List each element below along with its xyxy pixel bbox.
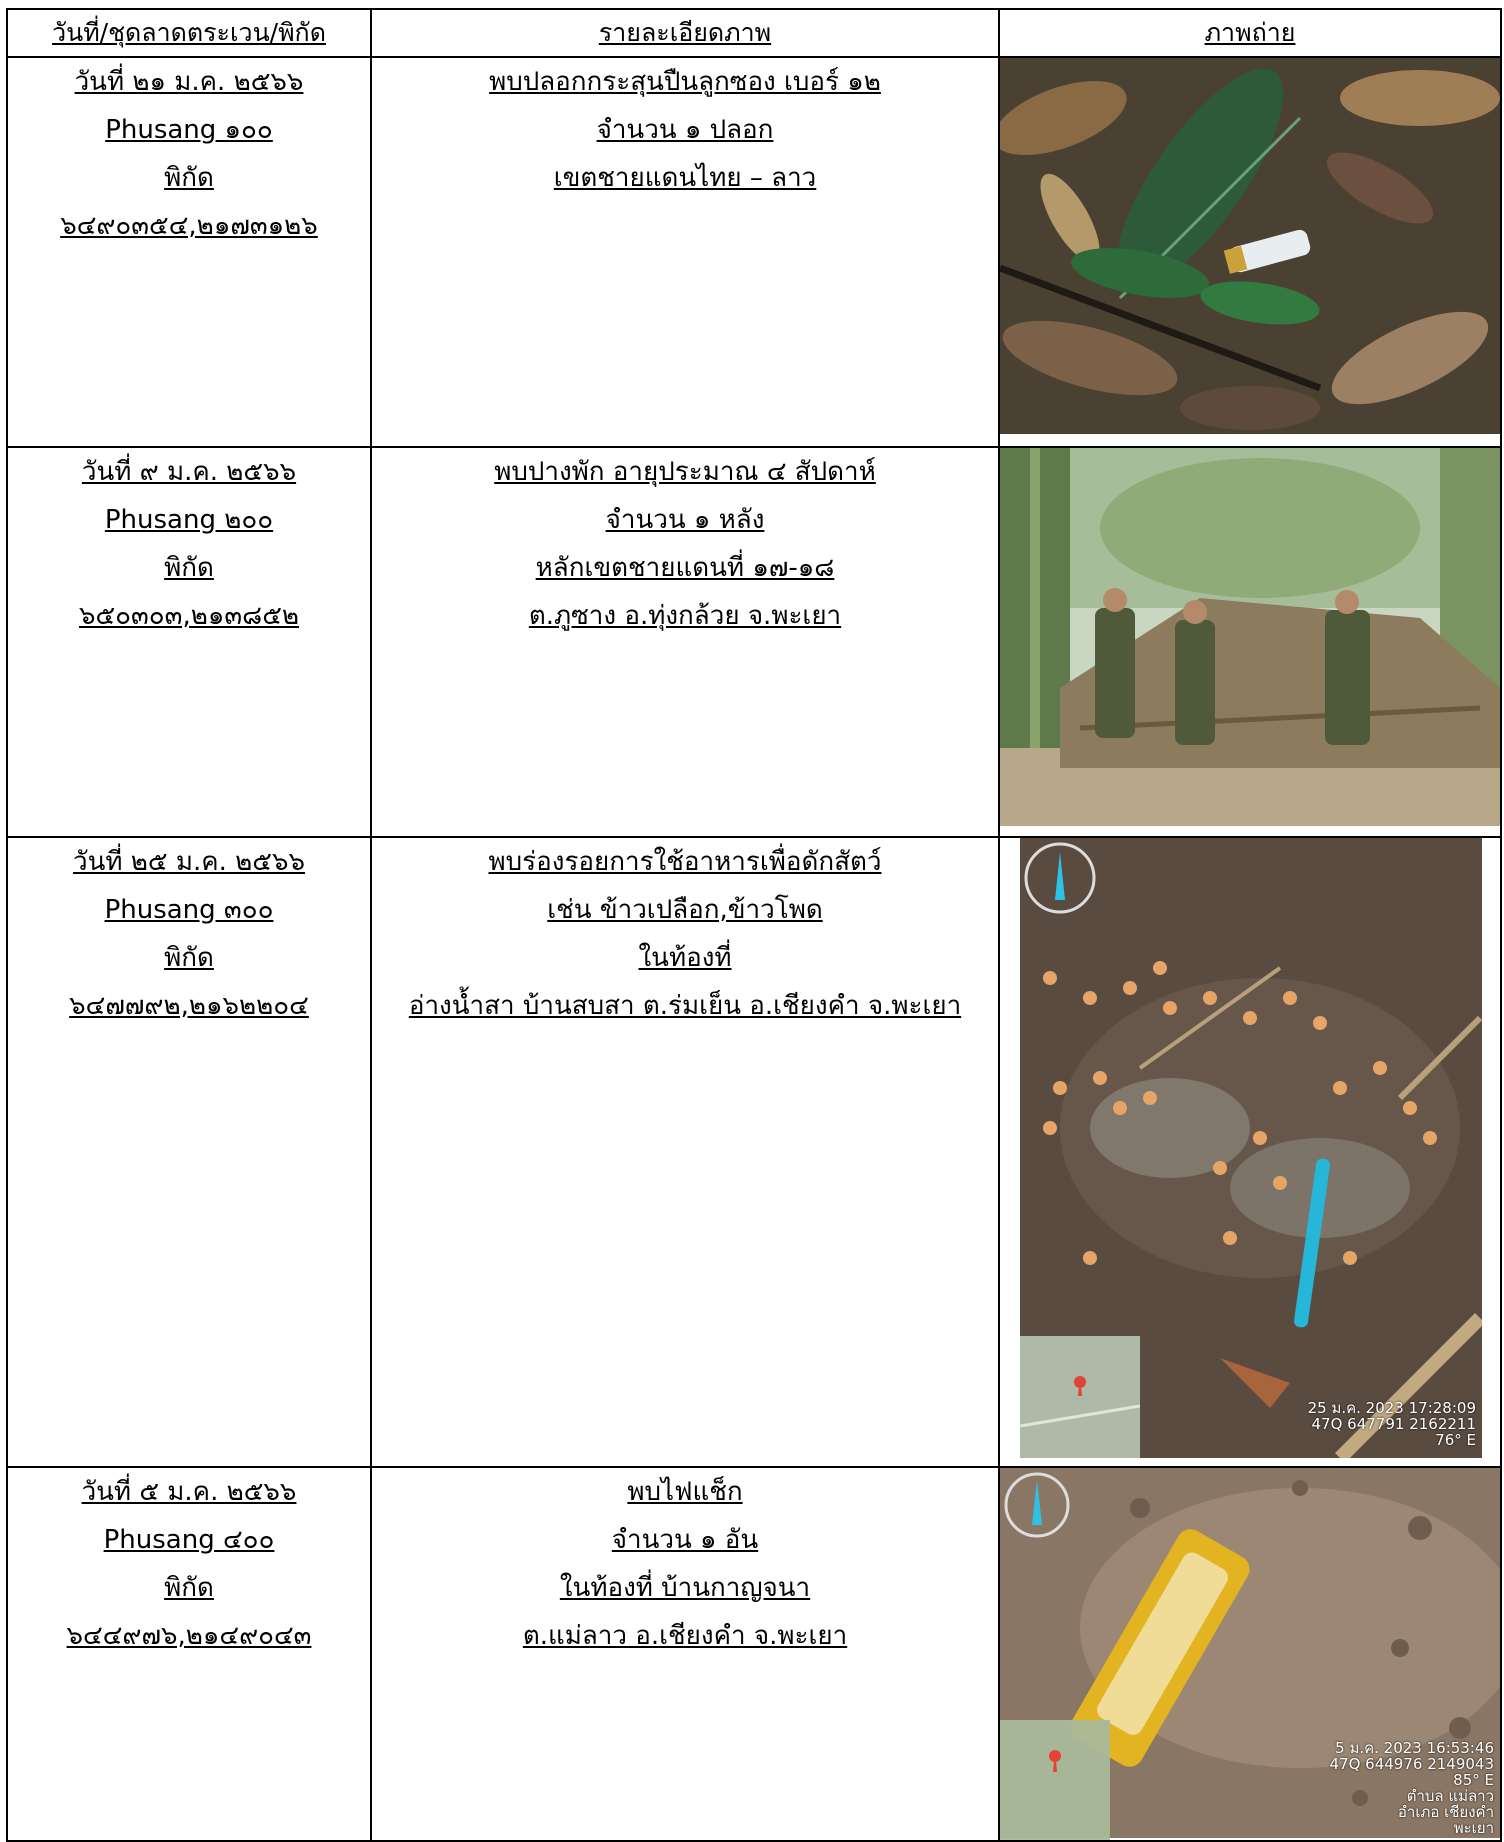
detail-line: พบร่องรอยการใช้อาหารเพื่อดักสัตว์ (488, 846, 882, 877)
detail-line: เช่น ข้าวเปลือก,ข้าวโพด (547, 894, 823, 925)
details-cell (371, 837, 999, 1468)
stamp-heading: 85° E (1453, 1771, 1494, 1789)
stamp-datetime: 5 ม.ค. 2023 16:53:46 (1335, 1739, 1494, 1757)
photo-cell (999, 1467, 1501, 1841)
stamp-datetime: 25 ม.ค. 2023 17:28:09 (1307, 1398, 1476, 1417)
detail-line: จำนวน ๑ ปลอก (596, 115, 774, 146)
detail-line: พบปางพัก อายุประมาณ ๔ สัปดาห์ (494, 456, 876, 487)
coord-label: พิกัด (164, 1573, 214, 1604)
detail-line: ต.ภูซาง อ.ทุ่งกล้วย จ.พะเยา (528, 600, 842, 631)
detail-line: หลักเขตชายแดนที่ ๑๗-๑๘ (535, 552, 835, 583)
header-row (7, 9, 1501, 57)
photo-stamp (1308, 1400, 1476, 1448)
details-cell (371, 1467, 999, 1841)
detail-line: ในท้องที่ บ้านกาญจนา (559, 1573, 811, 1604)
patrol-name: Phusang ๒๐๐ (104, 504, 274, 535)
coord-label: พิกัด (164, 942, 214, 973)
details-cell (371, 447, 999, 837)
date-cell (7, 837, 371, 1468)
detail-line: ในท้องที่ (638, 942, 732, 973)
header-details: รายละเอียดภาพ (371, 9, 999, 57)
date-cell (7, 57, 371, 447)
photo-cell (999, 447, 1501, 837)
details-cell (371, 57, 999, 447)
stamp-coord: 47Q 644976 2149043 (1329, 1755, 1494, 1773)
detail-line: พบไฟแช็ก (627, 1477, 743, 1508)
detail-line: จำนวน ๑ หลัง (605, 504, 765, 535)
compass-icon (1002, 1470, 1072, 1540)
coord-label: พิกัด (164, 552, 214, 583)
date-text: วันที่ ๒๕ ม.ค. ๒๕๖๖ (72, 846, 305, 877)
patrol-report-table (6, 8, 1502, 1842)
patrol-name: Phusang ๑๐๐ (105, 115, 273, 146)
patrol-name: Phusang ๔๐๐ (103, 1525, 275, 1556)
detail-line: อ่างน้ำสา บ้านสบสา ต.ร่มเย็น อ.เชียงคำ จ.พะเยา (408, 990, 962, 1021)
date-text: วันที่ ๙ ม.ค. ๒๕๖๖ (81, 456, 297, 487)
header-date: วันที่/ชุดลาดตระเวน/พิกัด (7, 9, 371, 57)
coord-value: ๖๕๐๓๐๓,๒๑๓๘๕๒ (78, 600, 300, 631)
photo-stamp (1330, 1740, 1495, 1836)
date-text: วันที่ ๕ ม.ค. ๒๕๖๖ (81, 1477, 297, 1508)
stamp-coord: 47Q 647791 2162211 (1311, 1414, 1476, 1433)
shotgun-shell-photo (1000, 58, 1500, 434)
coord-value: ๖๔๔๙๗๖,๒๑๔๙๐๔๓ (66, 1621, 312, 1652)
table-row (7, 837, 1501, 1468)
coord-value: ๖๔๙๐๓๕๔,๒๑๗๓๑๒๖ (60, 211, 318, 242)
camp-site-photo (1000, 448, 1500, 826)
stamp-district: อำเภอ เชียงคำ (1397, 1803, 1494, 1821)
photo-cell (999, 57, 1501, 447)
map-inset (1000, 1720, 1110, 1840)
detail-line: พบปลอกกระสุนปืนลูกซอง เบอร์ ๑๒ (489, 67, 881, 98)
stamp-subdistrict: ตำบล แม่ลาว (1406, 1787, 1494, 1805)
detail-line: เขตชายแดนไทย – ลาว (553, 163, 817, 194)
detail-line: ต.แม่ลาว อ.เชียงคำ จ.พะเยา (522, 1621, 848, 1652)
table-row (7, 1467, 1501, 1841)
coord-label: พิกัด (164, 163, 214, 194)
detail-line: จำนวน ๑ อัน (611, 1525, 759, 1556)
date-text: วันที่ ๒๑ ม.ค. ๒๕๖๖ (74, 67, 304, 98)
photo-cell (999, 837, 1501, 1468)
date-cell (7, 1467, 371, 1841)
compass-icon (1022, 840, 1098, 916)
coord-value: ๖๔๗๗๙๒,๒๑๖๒๒๐๔ (69, 990, 309, 1021)
stamp-heading: 76° E (1435, 1430, 1476, 1449)
stamp-province: พะเยา (1453, 1819, 1494, 1837)
map-inset (1020, 1336, 1140, 1458)
header-photo: ภาพถ่าย (999, 9, 1501, 57)
date-cell (7, 447, 371, 837)
table-row (7, 447, 1501, 837)
table-row (7, 57, 1501, 447)
patrol-name: Phusang ๓๐๐ (104, 894, 274, 925)
bait-photo-frame (1020, 838, 1482, 1458)
